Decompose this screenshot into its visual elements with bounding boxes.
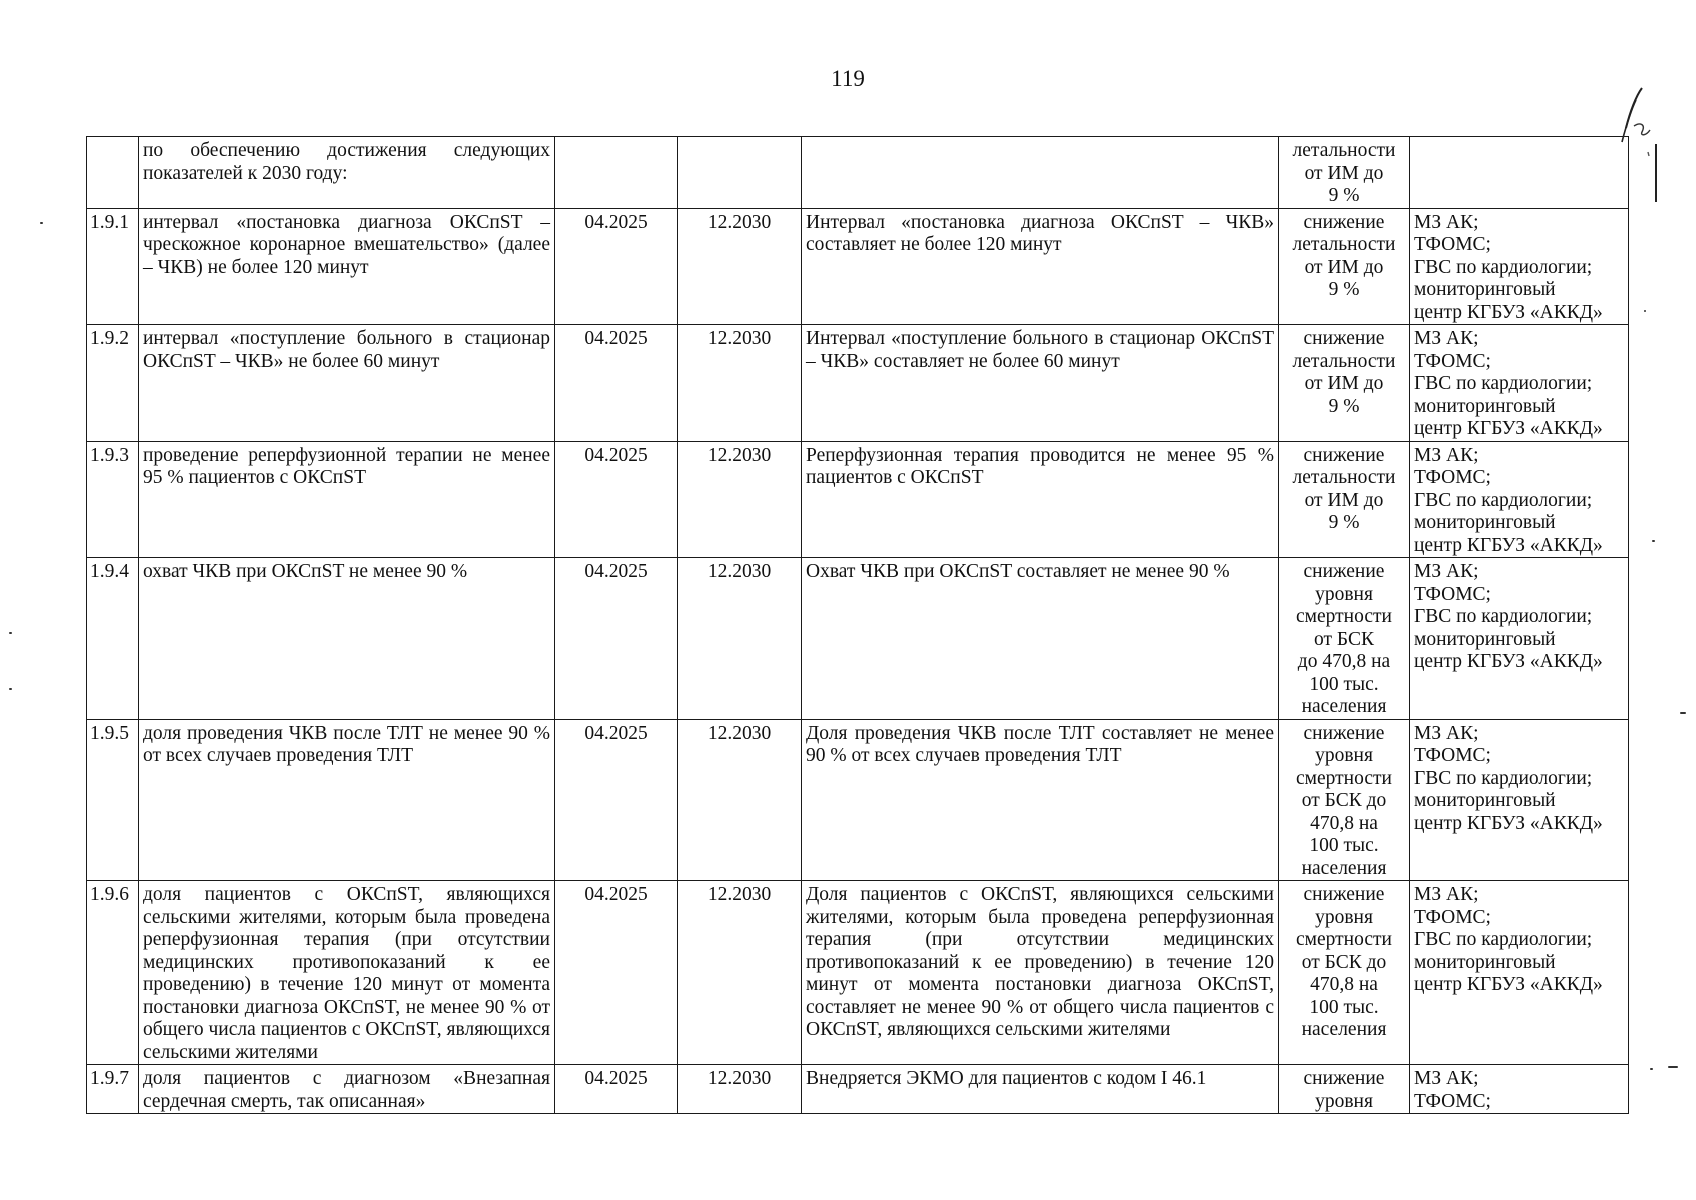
responsible-line: ГВС по кардиологии;	[1414, 606, 1593, 627]
indicator-line: от ИМ до	[1304, 162, 1384, 184]
responsible-line: ТФОМС;	[1414, 467, 1491, 488]
indicator-line: снижение	[1303, 884, 1385, 905]
row-number-cell: 1.9.3	[87, 441, 139, 558]
responsible-cell	[1410, 881, 1629, 1065]
indicator-line: 9 %	[1328, 395, 1360, 417]
scan-speck	[1652, 540, 1655, 542]
start-date-cell: 04.2025	[555, 441, 678, 558]
responsible-line: ТФОМС;	[1414, 1090, 1491, 1112]
start-date-cell	[555, 137, 678, 209]
end-date-cell: 12.2030	[678, 441, 802, 558]
task-cell: доля пациентов с ОКСпST, являющихся сельскими жителями, которым была проведена реперфузионная терапия (при отсутствии медицинских противопоказаний к ее проведению) в течение 120 минут от момента постановки диагноза ОКСпST, не менее 90 % от общего числа пациентов с ОКСпST, являющихся сельскими жителями	[139, 881, 555, 1065]
responsible-line: МЗ АК;	[1414, 328, 1479, 349]
scan-speck	[1680, 712, 1686, 714]
indicator-line: снижение	[1303, 722, 1385, 744]
indicator-line: летальности	[1292, 467, 1396, 488]
indicator-cell	[1279, 881, 1410, 1065]
indicator-line: до 470,8 на	[1297, 651, 1391, 672]
start-date-cell: 04.2025	[555, 208, 678, 325]
responsible-line: МЗ АК;	[1414, 1068, 1479, 1089]
responsible-line: МЗ АК;	[1414, 211, 1479, 233]
indicator-line: от ИМ до	[1304, 373, 1384, 394]
responsible-line: центр КГБУЗ «АККД»	[1414, 974, 1603, 995]
task-cell: охват ЧКВ при ОКСпST не менее 90 %	[139, 558, 555, 720]
task-cell: доля проведения ЧКВ после ТЛТ не менее 90 % от всех случаев проведения ТЛТ	[139, 719, 555, 881]
end-date-cell: 12.2030	[678, 719, 802, 881]
result-cell: Внедряется ЭКМО для пациентов с кодом I 46.1	[802, 1065, 1279, 1114]
scan-speck	[9, 632, 12, 634]
indicator-line: населения	[1301, 857, 1387, 879]
responsible-line: ТФОМС;	[1414, 745, 1491, 766]
result-cell: Доля проведения ЧКВ после ТЛТ составляет не менее 90 % от всех случаев проведения ТЛТ	[802, 719, 1279, 881]
responsible-line: МЗ АК;	[1414, 561, 1479, 582]
table-row	[87, 137, 1629, 209]
responsible-line: центр КГБУЗ «АККД»	[1414, 418, 1603, 439]
indicator-line: смертности	[1296, 929, 1392, 950]
scan-speck	[1650, 1068, 1653, 1070]
table-body	[87, 137, 1629, 1114]
responsible-line: ТФОМС;	[1414, 350, 1491, 372]
scan-speck	[1644, 310, 1646, 312]
indicator-line: 100 тыс.	[1309, 673, 1379, 695]
indicator-line: снижение	[1303, 444, 1385, 466]
row-number-cell: 1.9.7	[87, 1065, 139, 1114]
table-row	[87, 325, 1629, 442]
result-cell	[802, 137, 1279, 209]
indicator-line: от ИМ до	[1304, 489, 1384, 511]
responsible-cell	[1410, 137, 1629, 209]
responsible-line: центр КГБУЗ «АККД»	[1414, 651, 1603, 672]
indicator-cell	[1279, 558, 1410, 720]
responsible-line: МЗ АК;	[1414, 444, 1479, 466]
indicator-line: летальности	[1292, 350, 1396, 372]
table-row	[87, 719, 1629, 881]
indicator-line: от БСК до	[1301, 790, 1387, 811]
indicator-line: снижение	[1303, 561, 1385, 582]
responsible-line: мониторинговый	[1414, 790, 1556, 811]
indicator-line: от БСК	[1314, 628, 1374, 650]
responsible-cell	[1410, 208, 1629, 325]
indicator-line: от ИМ до	[1304, 256, 1384, 278]
indicator-cell	[1279, 208, 1410, 325]
result-cell: Интервал «постановка диагноза ОКСпST – ЧКВ» составляет не более 120 минут	[802, 208, 1279, 325]
end-date-cell: 12.2030	[678, 1065, 802, 1114]
row-number-cell: 1.9.5	[87, 719, 139, 881]
handwritten-mark	[1612, 82, 1678, 210]
responsible-line: мониторинговый	[1414, 951, 1556, 973]
indicator-cell	[1279, 137, 1410, 209]
responsible-line: мониторинговый	[1414, 512, 1556, 533]
indicator-line: смертности	[1296, 767, 1392, 789]
task-cell: интервал «постановка диагноза ОКСпST – чрескожное коронарное вмешательство» (далее – ЧКВ) не более 120 минут	[139, 208, 555, 325]
end-date-cell: 12.2030	[678, 881, 802, 1065]
scan-speck	[1668, 1066, 1678, 1068]
responsible-line: мониторинговый	[1414, 279, 1556, 300]
table-row	[87, 881, 1629, 1065]
indicator-line: населения	[1301, 1019, 1387, 1040]
responsible-line: центр КГБУЗ «АККД»	[1414, 812, 1603, 834]
indicator-line: снижение	[1303, 328, 1385, 349]
indicator-line: 100 тыс.	[1309, 835, 1379, 856]
responsible-line: ГВС по кардиологии;	[1414, 489, 1593, 511]
responsible-line: ТФОМС;	[1414, 583, 1491, 605]
indicator-line: 470,8 на	[1310, 812, 1378, 834]
indicator-cell	[1279, 325, 1410, 442]
responsible-line: мониторинговый	[1414, 628, 1556, 650]
responsible-cell	[1410, 441, 1629, 558]
row-number-cell	[87, 137, 139, 209]
indicator-line: 470,8 на	[1310, 974, 1378, 995]
table-row	[87, 558, 1629, 720]
result-cell: Охват ЧКВ при ОКСпST составляет не менее 90 %	[802, 558, 1279, 720]
responsible-cell	[1410, 1065, 1629, 1114]
responsible-line: ГВС по кардиологии;	[1414, 767, 1593, 789]
indicator-cell	[1279, 719, 1410, 881]
task-cell: проведение реперфузионной терапии не менее 95 % пациентов с ОКСпST	[139, 441, 555, 558]
indicator-line: 9 %	[1328, 279, 1360, 300]
table-row	[87, 1065, 1629, 1114]
indicator-line: 100 тыс.	[1309, 996, 1379, 1018]
indicator-line: летальности	[1292, 140, 1396, 161]
table-row	[87, 441, 1629, 558]
responsible-line: ТФОМС;	[1414, 906, 1491, 928]
scan-speck	[9, 688, 12, 690]
indicator-line: от БСК до	[1301, 951, 1387, 973]
indicator-line: уровня	[1315, 745, 1373, 766]
row-number-cell: 1.9.6	[87, 881, 139, 1065]
responsible-cell	[1410, 325, 1629, 442]
responsible-line: МЗ АК;	[1414, 722, 1479, 744]
indicator-line: населения	[1301, 696, 1387, 717]
indicator-cell	[1279, 1065, 1410, 1114]
result-cell: Реперфузионная терапия проводится не менее 95 % пациентов с ОКСпST	[802, 441, 1279, 558]
start-date-cell: 04.2025	[555, 1065, 678, 1114]
task-cell: доля пациентов с диагнозом «Внезапная сердечная смерть, так описанная»	[139, 1065, 555, 1114]
end-date-cell: 12.2030	[678, 208, 802, 325]
responsible-line: ТФОМС;	[1414, 234, 1491, 255]
scan-speck	[40, 222, 43, 224]
table-row	[87, 208, 1629, 325]
responsible-line: ГВС по кардиологии;	[1414, 373, 1593, 394]
measures-table	[86, 136, 1629, 1114]
indicator-line: летальности	[1292, 234, 1396, 255]
indicator-line: 9 %	[1328, 512, 1360, 533]
result-cell: Интервал «поступление больного в стационар ОКСпST – ЧКВ» составляет не более 60 минут	[802, 325, 1279, 442]
indicator-cell	[1279, 441, 1410, 558]
indicator-line: снижение	[1303, 211, 1385, 233]
indicator-line: уровня	[1315, 906, 1373, 928]
indicator-line: уровня	[1315, 1090, 1373, 1112]
start-date-cell: 04.2025	[555, 558, 678, 720]
indicator-line: уровня	[1315, 583, 1373, 605]
result-cell: Доля пациентов с ОКСпST, являющихся сельскими жителями, которым была проведена реперфузионная терапия (при отсутствии медицинских противопоказаний к ее проведению) в течение 120 минут от момента постановки диагноза ОКСпST, составляет не менее 90 % от общего числа пациентов с ОКСпST, являющихся сельскими жителями	[802, 881, 1279, 1065]
responsible-cell	[1410, 558, 1629, 720]
responsible-line: ГВС по кардиологии;	[1414, 929, 1593, 950]
page-number: 119	[831, 66, 865, 91]
task-cell: по обеспечению достижения следующих показателей к 2030 году:	[139, 137, 555, 209]
responsible-line: МЗ АК;	[1414, 884, 1479, 905]
indicator-line: снижение	[1303, 1068, 1385, 1089]
indicator-line: 9 %	[1328, 185, 1360, 206]
responsible-line: центр КГБУЗ «АККД»	[1414, 534, 1603, 556]
end-date-cell	[678, 137, 802, 209]
start-date-cell: 04.2025	[555, 881, 678, 1065]
responsible-line: мониторинговый	[1414, 395, 1556, 417]
start-date-cell: 04.2025	[555, 325, 678, 442]
row-number-cell: 1.9.2	[87, 325, 139, 442]
end-date-cell: 12.2030	[678, 325, 802, 442]
end-date-cell: 12.2030	[678, 558, 802, 720]
responsible-line: ГВС по кардиологии;	[1414, 256, 1593, 278]
indicator-line: смертности	[1296, 606, 1392, 627]
row-number-cell: 1.9.4	[87, 558, 139, 720]
row-number-cell: 1.9.1	[87, 208, 139, 325]
start-date-cell: 04.2025	[555, 719, 678, 881]
task-cell: интервал «поступление больного в стационар ОКСпST – ЧКВ» не более 60 минут	[139, 325, 555, 442]
responsible-line: центр КГБУЗ «АККД»	[1414, 301, 1603, 323]
responsible-cell	[1410, 719, 1629, 881]
